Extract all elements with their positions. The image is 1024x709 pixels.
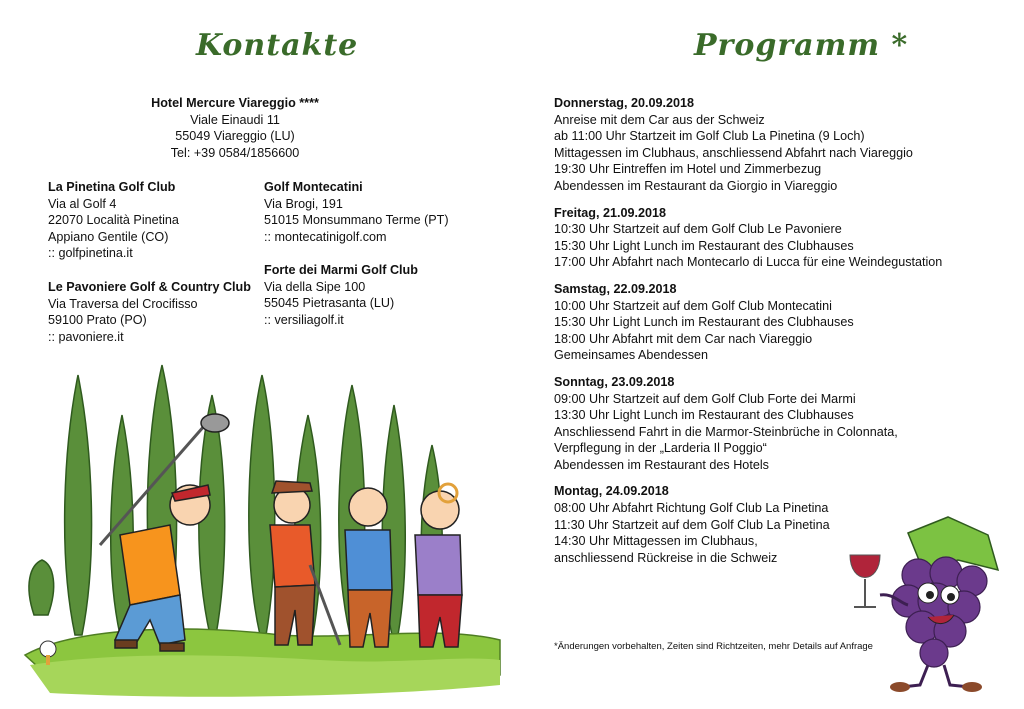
program-day — [554, 95, 942, 195]
club-line: 22070 Località Pinetina — [48, 213, 179, 228]
club-contact — [264, 179, 449, 245]
club-line: Via Traversa del Crocifisso — [48, 296, 198, 311]
day-item: 14:30 Uhr Mittagessen im Clubhaus, — [554, 534, 758, 549]
club-link[interactable]: :: pavoniere.it — [48, 329, 124, 344]
day-item: 13:30 Uhr Light Lunch im Restaurant des Clubhauses — [554, 408, 854, 423]
club-contact — [264, 262, 418, 328]
hotel-line: Viale Einaudi 11 — [190, 112, 280, 127]
club-link[interactable]: :: montecatinigolf.com — [264, 229, 387, 244]
program-day — [554, 281, 942, 364]
day-item: Abendessen im Restaurant des Hotels — [554, 457, 769, 472]
day-date: Montag, 24.09.2018 — [554, 484, 669, 499]
day-item: 10:30 Uhr Startzeit auf dem Golf Club Le Pavoniere — [554, 222, 842, 237]
day-date: Donnerstag, 20.09.2018 — [554, 96, 695, 110]
day-item: Mittagessen im Clubhaus, anschliessend Abfahrt nach Viareggio — [554, 145, 913, 160]
club-name: Le Pavoniere Golf & Country Club — [48, 280, 251, 294]
day-item: Anreise mit dem Car aus der Schweiz — [554, 112, 765, 127]
day-item: Anschliessend Fahrt in die Marmor-Steinbrüche in Colonnata, — [554, 424, 898, 439]
club-name: Golf Montecatini — [264, 180, 363, 194]
day-item: 11:30 Uhr Startzeit auf dem Golf Club La Pinetina — [554, 517, 830, 532]
day-date: Freitag, 21.09.2018 — [554, 205, 667, 220]
hotel-line: Tel: +39 0584/1856600 — [170, 145, 300, 160]
club-name: Forte dei Marmi Golf Club — [264, 263, 418, 277]
club-contact — [48, 279, 251, 345]
hotel-contact — [100, 95, 370, 161]
hotel-name: Hotel Mercure Viareggio **** — [151, 96, 319, 110]
day-item: 19:30 Uhr Eintreffen im Hotel und Zimmerbezug — [554, 162, 822, 177]
club-line: Via della Sipe 100 — [264, 279, 366, 294]
program-day — [554, 374, 942, 474]
day-item: 17:00 Uhr Abfahrt nach Montecarlo di Lucca für eine Weindegustation — [554, 255, 943, 270]
day-item: 15:30 Uhr Light Lunch im Restaurant des Clubhauses — [554, 238, 854, 253]
day-item: anschliessend Rückreise in die Schweiz — [554, 550, 778, 565]
club-line: 55045 Pietrasanta (LU) — [264, 296, 395, 311]
club-line: Via al Golf 4 — [48, 196, 117, 211]
club-line: 59100 Prato (PO) — [48, 313, 147, 328]
footnote: *Änderungen vorbehalten, Zeiten sind Richtzeiten, mehr Details auf Anfrage — [554, 641, 873, 652]
day-item: Verpflegung in der „Larderia Il Poggio“ — [554, 441, 767, 456]
club-line: Appiano Gentile (CO) — [48, 229, 169, 244]
day-item: 10:00 Uhr Startzeit auf dem Golf Club Montecatini — [554, 298, 832, 313]
day-item: ab 11:00 Uhr Startzeit im Golf Club La Pinetina (9 Loch) — [554, 129, 865, 144]
club-link[interactable]: :: versiliagolf.it — [264, 312, 344, 327]
club-contact — [48, 179, 179, 262]
day-item: 18:00 Uhr Abfahrt mit dem Car nach Viareggio — [554, 331, 813, 346]
day-item: 09:00 Uhr Startzeit auf dem Golf Club Forte dei Marmi — [554, 391, 856, 406]
club-link[interactable]: :: golfpinetina.it — [48, 246, 133, 261]
day-item: 15:30 Uhr Light Lunch im Restaurant des Clubhauses — [554, 315, 854, 330]
day-item: 08:00 Uhr Abfahrt Richtung Golf Club La Pinetina — [554, 501, 829, 516]
program-day — [554, 205, 942, 271]
heading-programm: Programm * — [694, 28, 909, 63]
day-item: Abendessen im Restaurant da Giorgio in Viareggio — [554, 178, 838, 193]
day-date: Samstag, 22.09.2018 — [554, 281, 677, 296]
club-line: 51015 Monsummano Terme (PT) — [264, 213, 449, 228]
program-schedule — [554, 95, 942, 576]
golfers-cartoon-illustration — [20, 355, 510, 700]
club-line: Via Brogi, 191 — [264, 196, 343, 211]
club-name: La Pinetina Golf Club — [48, 180, 176, 194]
day-date: Sonntag, 23.09.2018 — [554, 374, 675, 389]
heading-kontakte: Kontakte — [196, 28, 359, 63]
hotel-line: 55049 Viareggio (LU) — [175, 129, 295, 144]
day-item: Gemeinsames Abendessen — [554, 348, 709, 363]
grape-mascot-illustration — [838, 515, 1018, 695]
